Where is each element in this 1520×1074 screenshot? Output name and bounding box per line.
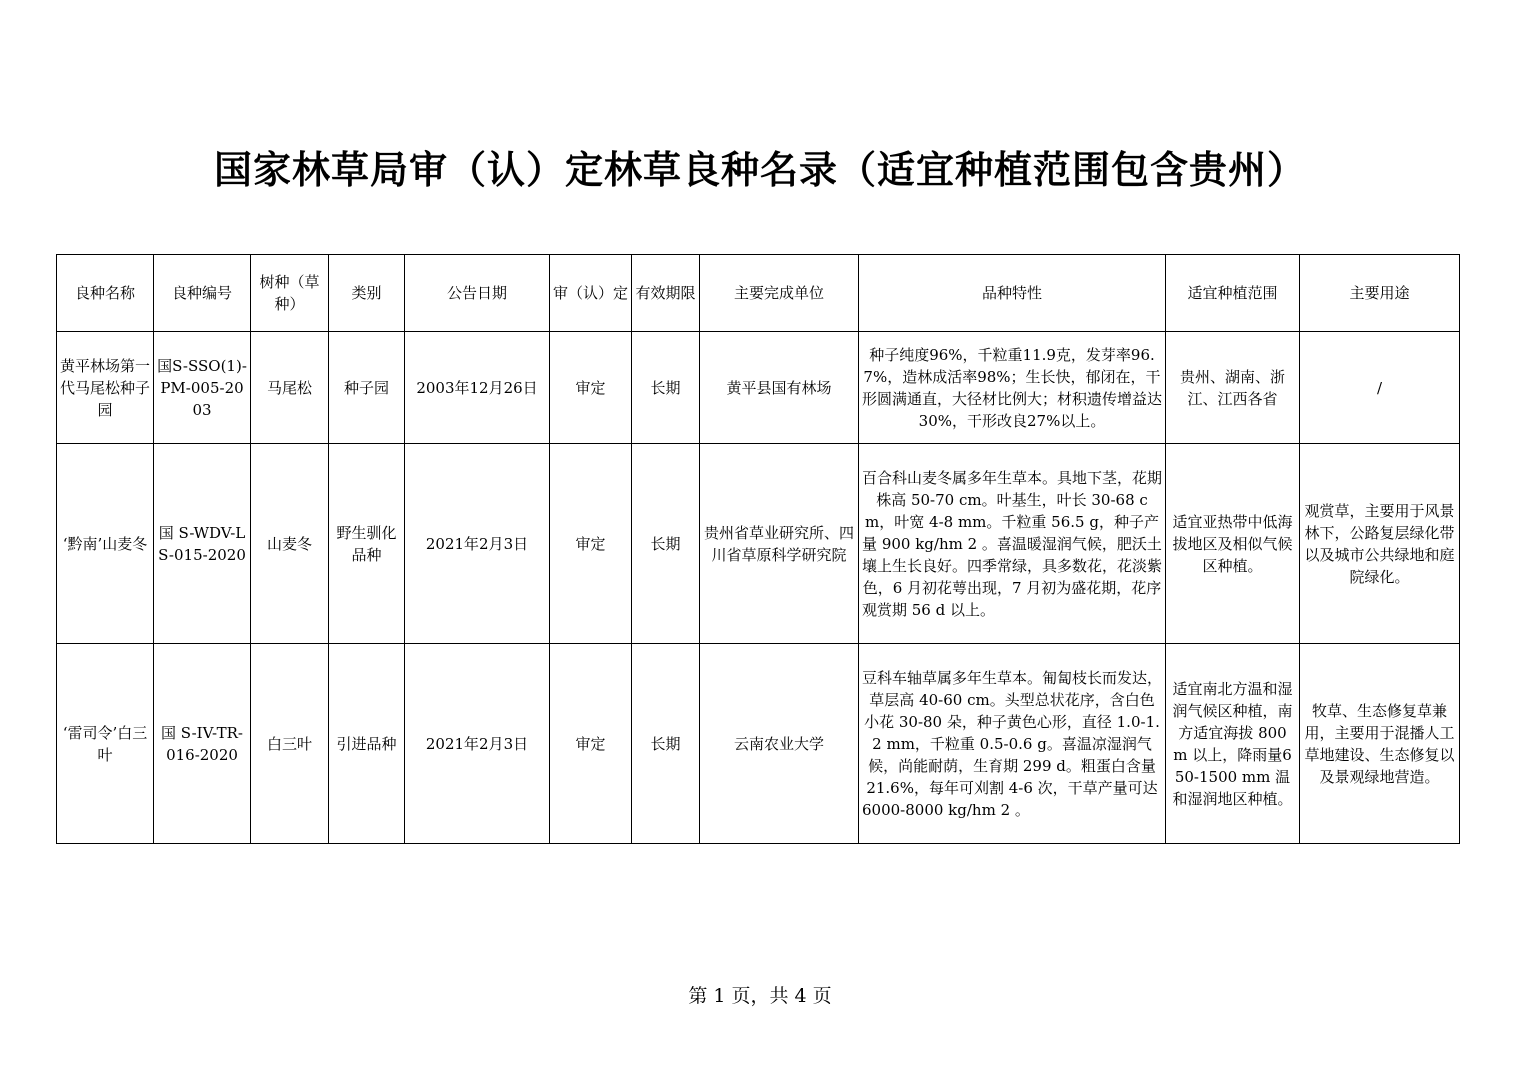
cell-approval: 审定 xyxy=(550,332,632,444)
cell-variety-code: 国 S-IV-TR-016-2020 xyxy=(154,644,251,844)
header-main-use: 主要用途 xyxy=(1300,255,1460,332)
header-species: 树种（草种） xyxy=(251,255,329,332)
table-row xyxy=(57,444,1460,644)
cell-announce-date: 2021年2月3日 xyxy=(405,644,550,844)
cell-main-unit: 黄平县国有林场 xyxy=(700,332,859,444)
table-row xyxy=(57,644,1460,844)
cell-variety-name: 黄平林场第一代马尾松种子园 xyxy=(57,332,154,444)
header-main-unit: 主要完成单位 xyxy=(700,255,859,332)
cell-variety-name: ‘雷司令’白三叶 xyxy=(57,644,154,844)
cell-planting-range: 适宜亚热带中低海拔地区及相似气候区种植。 xyxy=(1166,444,1300,644)
cell-planting-range: 适宜南北方温和湿润气候区种植，南方适宜海拔 800 m 以上，降雨量650-1500 mm 温和湿润地区种植。 xyxy=(1166,644,1300,844)
page-footer: 第 1 页，共 4 页 xyxy=(688,985,832,1007)
cell-main-use: 牧草、生态修复草兼用，主要用于混播人工草地建设、生态修复以及景观绿地营造。 xyxy=(1300,644,1460,844)
header-approval: 审（认）定 xyxy=(550,255,632,332)
cell-category: 野生驯化品种 xyxy=(329,444,405,644)
cell-validity: 长期 xyxy=(632,444,700,644)
header-traits: 品种特性 xyxy=(859,255,1166,332)
cell-announce-date: 2021年2月3日 xyxy=(405,444,550,644)
cell-category: 种子园 xyxy=(329,332,405,444)
cell-approval: 审定 xyxy=(550,644,632,844)
cell-main-unit: 贵州省草业研究所、四川省草原科学研究院 xyxy=(700,444,859,644)
cell-main-use: / xyxy=(1300,332,1460,444)
seed-variety-table xyxy=(56,254,1460,844)
document-title: 国家林草局审（认）定林草良种名录（适宜种植范围包含贵州） xyxy=(213,148,1306,192)
cell-traits: 豆科车轴草属多年生草本。匍匐枝长而发达，草层高 40-60 cm。头型总状花序，含白色小花 30-80 朵，种子黄色心形，直径 1.0-1.2 mm，千粒重 0.5-0.6 g。喜温凉湿润气候，尚能耐荫，生育期 299 d。粗蛋白含量 21.6%，每年可刈割 4-6 次，干草产量可达 6000-8000 kg/hm 2 。 xyxy=(859,644,1166,844)
header-category: 类别 xyxy=(329,255,405,332)
cell-validity: 长期 xyxy=(632,332,700,444)
cell-main-use: 观赏草，主要用于风景林下，公路复层绿化带以及城市公共绿地和庭院绿化。 xyxy=(1300,444,1460,644)
cell-species: 白三叶 xyxy=(251,644,329,844)
cell-variety-code: 国 S-WDV-LS-015-2020 xyxy=(154,444,251,644)
header-planting-range: 适宜种植范围 xyxy=(1166,255,1300,332)
cell-species: 山麦冬 xyxy=(251,444,329,644)
table-row xyxy=(57,332,1460,444)
cell-traits: 种子纯度96%，千粒重11.9克，发芽率96.7%，造林成活率98%；生长快，郁闭在，干形圆满通直，大径材比例大；材积遗传增益达30%，干形改良27%以上。 xyxy=(859,332,1166,444)
cell-traits: 百合科山麦冬属多年生草本。具地下茎，花期株高 50-70 cm。叶基生，叶长 30-68 cm，叶宽 4-8 mm。千粒重 56.5 g，种子产量 900 kg/hm 2 。喜温暖湿润气候，肥沃土壤上生长良好。四季常绿，具多数花，花淡紫色，6 月初花萼出现，7 月初为盛花期，花序观赏期 56 d 以上。 xyxy=(859,444,1166,644)
header-announce-date: 公告日期 xyxy=(405,255,550,332)
cell-approval: 审定 xyxy=(550,444,632,644)
cell-category: 引进品种 xyxy=(329,644,405,844)
header-validity: 有效期限 xyxy=(632,255,700,332)
header-variety-code: 良种编号 xyxy=(154,255,251,332)
cell-variety-code: 国S-SSO(1)-PM-005-2003 xyxy=(154,332,251,444)
cell-species: 马尾松 xyxy=(251,332,329,444)
cell-main-unit: 云南农业大学 xyxy=(700,644,859,844)
cell-planting-range: 贵州、湖南、浙江、江西各省 xyxy=(1166,332,1300,444)
table-header-row xyxy=(57,255,1460,332)
header-variety-name: 良种名称 xyxy=(57,255,154,332)
cell-validity: 长期 xyxy=(632,644,700,844)
cell-variety-name: ‘黔南’山麦冬 xyxy=(57,444,154,644)
cell-announce-date: 2003年12月26日 xyxy=(405,332,550,444)
